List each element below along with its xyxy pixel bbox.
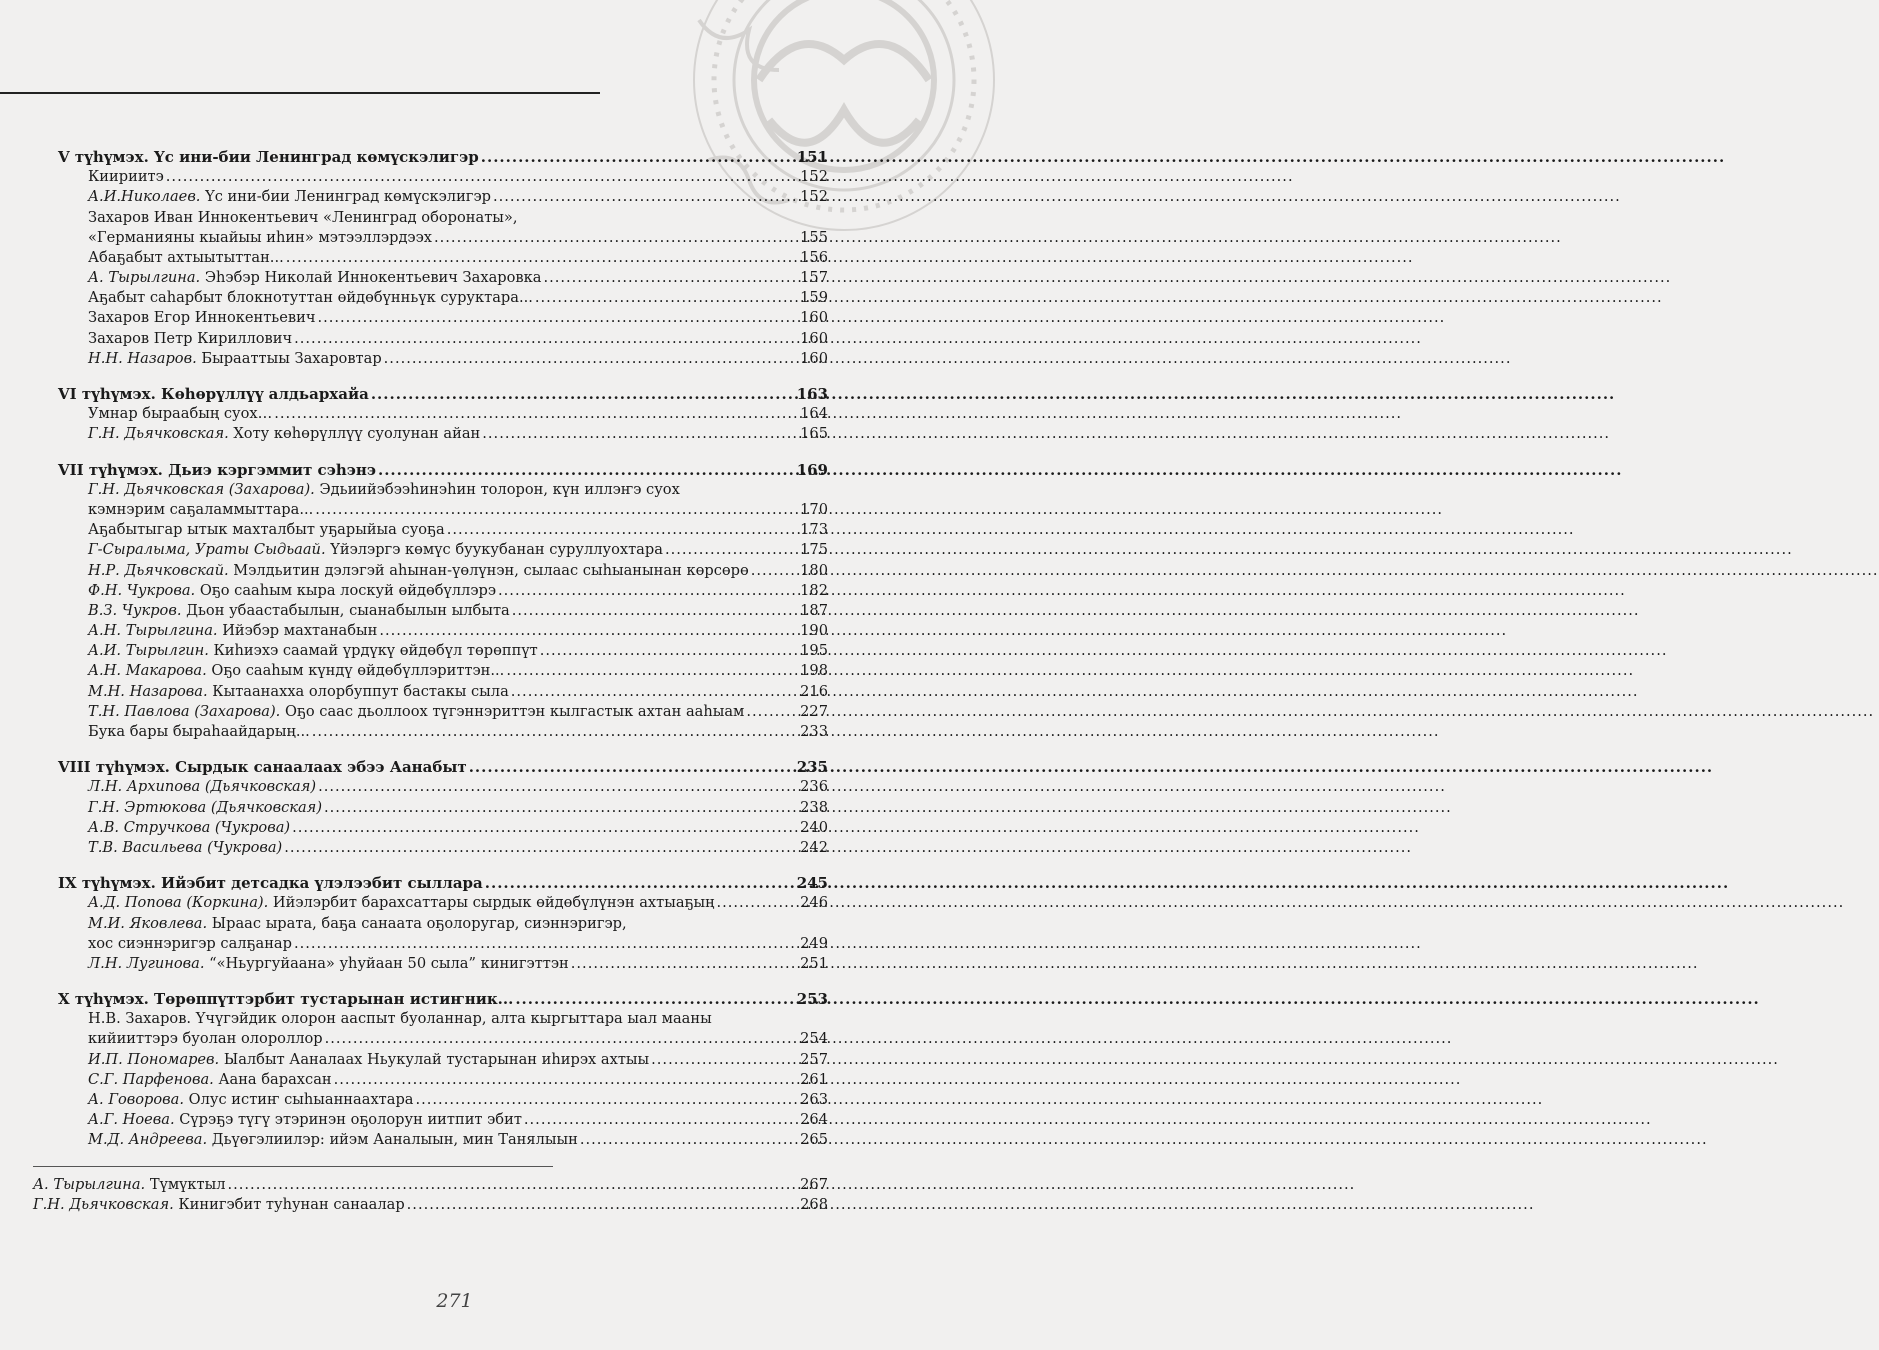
toc-entry[interactable] [33, 404, 828, 424]
entry-author: М.И. Яковлева. [88, 914, 208, 932]
leader-dots [716, 893, 798, 913]
leader-dots [482, 424, 798, 444]
divider [33, 1166, 553, 1167]
entry-title: Аана барахсан [218, 1070, 332, 1088]
page-ref: 155 [800, 228, 828, 246]
page-ref: 182 [800, 581, 828, 599]
page-ref: 251 [800, 954, 828, 972]
toc-entry[interactable] [33, 561, 828, 581]
entry-title: «Германияны кыайыы иһин» мэтээллэрдээх [88, 228, 433, 246]
toc-entry[interactable] [33, 838, 828, 858]
entry-text [33, 1195, 405, 1215]
leader-dots [746, 702, 798, 722]
page-ref: 160 [800, 349, 828, 367]
entry-text [88, 228, 432, 248]
page-ref: 165 [800, 425, 828, 443]
entry-author: А.В. Стручкова (Чукрова) [88, 818, 291, 836]
entry-title: Сүрэҕэ түгү этэринэн оҕолорун иитпит эбит [179, 1111, 522, 1129]
entry-author: А. Тырылгина. [33, 1175, 146, 1193]
entry-title: Оҕо сааһым күндү өйдөбүллэриттэн... [211, 662, 505, 680]
entry-author: М.Н. Назарова. [88, 682, 208, 700]
toc-entry[interactable] [33, 208, 828, 228]
entry-text [88, 934, 292, 954]
page-ref: 240 [800, 818, 828, 836]
toc-entry[interactable] [33, 682, 828, 702]
toc-entry[interactable] [33, 1070, 828, 1090]
leader-dots [318, 777, 798, 797]
entry-title: Бука бары быраһаайдарың... [88, 723, 310, 741]
entry-author: Г.Н. Дьячковская (Захарова). [88, 480, 315, 498]
entry-author: Г.Н. Эртюкова (Дьячковская) [88, 798, 323, 816]
entry-title: IX түһүмэх. Ийэбит детсадка үлэлээбит сыллара [58, 874, 483, 893]
entry-title: Ийэбэр махтанабын [222, 622, 378, 640]
section-s5 [33, 147, 828, 369]
page-ref: 152 [800, 168, 828, 186]
leader-dots [543, 268, 798, 288]
entry-title: Эһэбэр Николай Иннокентьевич Захаровка [204, 269, 542, 287]
leader-dots [524, 1110, 798, 1130]
toc-entry[interactable] [33, 349, 828, 369]
toc-entry[interactable] [33, 722, 828, 742]
entry-text [88, 818, 290, 838]
page-ref: 249 [800, 934, 828, 952]
entry-text [88, 561, 749, 581]
toc-entry[interactable] [33, 702, 828, 722]
leader-dots [294, 934, 798, 954]
leader-dots [378, 460, 795, 480]
page-ref: 163 [796, 385, 828, 404]
toc-entry[interactable] [33, 500, 828, 520]
toc-entry[interactable] [33, 1175, 828, 1195]
toc-entry[interactable] [33, 540, 828, 560]
entry-title: V түһүмэх. Үс ини-бии Ленинград көмүскэлигэр [58, 147, 479, 166]
entry-text [88, 722, 310, 742]
entry-title: Хоту көһөрүллүү суолунан айан [233, 425, 481, 443]
section-s6 [33, 384, 828, 445]
toc-entry[interactable] [33, 798, 828, 818]
page-ref: 173 [800, 521, 828, 539]
entry-author: А. Говорова. [88, 1091, 185, 1109]
toc-entry[interactable] [33, 1050, 828, 1070]
entry-title: Киириитэ [88, 168, 164, 186]
page-ref: 190 [800, 622, 828, 640]
leader-dots [315, 500, 798, 520]
toc-entry[interactable] [33, 228, 828, 248]
entry-text [58, 989, 513, 1009]
toc-entry[interactable] [33, 954, 828, 974]
entry-author: А.И. Тырылгин. [88, 642, 209, 660]
leader-dots [384, 349, 798, 369]
page-ref: 151 [796, 147, 828, 166]
entry-text [88, 1009, 712, 1029]
toc-entry[interactable] [33, 1009, 828, 1029]
section-heading[interactable] [33, 384, 828, 404]
toc-entry[interactable] [33, 893, 828, 913]
leader-dots [334, 1070, 799, 1090]
page-ref: 257 [800, 1050, 828, 1068]
entry-title: хос сиэннэригэр салҕанар [88, 934, 292, 952]
leader-dots [324, 798, 798, 818]
page-number: 271 [436, 1290, 473, 1312]
section-heading[interactable] [33, 147, 828, 167]
toc-entry[interactable] [33, 662, 828, 682]
leader-dots [506, 661, 798, 681]
entry-title: Мэлдьитин дэлэгэй аһынан-үөлүнэн, сылаас сыһыанынан көрсөрө [233, 561, 749, 579]
entry-text [88, 914, 627, 934]
leader-dots [481, 147, 795, 167]
entry-text [88, 1090, 414, 1110]
entry-author: Н.Н. Назаров. [88, 349, 197, 367]
entry-text [88, 954, 569, 974]
entry-title: Оҕо саас дьоллоох түгэннэриттэн кылгастык ахтан ааһыам [284, 702, 745, 720]
page-ref: 268 [800, 1195, 828, 1213]
entry-title: Үс ини-бии Ленинград көмүскэлигэр [205, 188, 491, 206]
closing-entries [33, 1166, 828, 1215]
page-ref: 159 [800, 289, 828, 307]
entry-title: VI түһүмэх. Көһөрүллүү алдьархайа [58, 385, 369, 404]
toc-entry[interactable] [33, 480, 828, 500]
entry-text [88, 601, 510, 621]
entry-text [88, 1050, 649, 1070]
toc-entry[interactable] [33, 1090, 828, 1110]
entry-title: Абаҕабыт ахтыытыттан... [88, 248, 284, 266]
entry-text [88, 424, 480, 444]
leader-dots [325, 1029, 799, 1049]
entry-author: Г.Н. Дьячковская. [88, 425, 229, 443]
entry-text [88, 661, 504, 681]
section-heading[interactable] [33, 757, 828, 777]
entry-text [88, 540, 663, 560]
entry-title: Умнар быраабың суох… [88, 405, 273, 423]
leader-dots [416, 1090, 799, 1110]
page-ref: 157 [800, 269, 828, 287]
toc-entry[interactable] [33, 621, 828, 641]
leader-dots [515, 989, 794, 1009]
entry-author: Ф.Н. Чукрова. [88, 581, 196, 599]
leader-dots [493, 187, 798, 207]
entry-author: В.З. Чукров. [88, 601, 182, 619]
toc-entry[interactable] [33, 601, 828, 621]
page-ref: 164 [800, 405, 828, 423]
entry-text [88, 288, 533, 308]
entry-text [58, 384, 369, 404]
leader-dots [751, 561, 798, 581]
entry-title: Кинигэбит туһунан санаалар [178, 1195, 405, 1213]
leader-dots [540, 641, 798, 661]
entry-text [88, 187, 491, 207]
entry-author: С.Г. Парфенова. [88, 1070, 214, 1088]
page-ref: 227 [800, 702, 828, 720]
entry-text [58, 757, 467, 777]
entry-title: Захаров Петр Кириллович [88, 329, 293, 347]
leader-dots [379, 621, 798, 641]
entry-text [88, 329, 292, 349]
section-heading[interactable] [33, 873, 828, 893]
leader-dots [284, 838, 798, 858]
entry-text [88, 1070, 332, 1090]
entry-text [58, 873, 483, 893]
toc-entry[interactable] [33, 248, 828, 268]
entry-text [88, 167, 164, 187]
entry-title: Ийэлэрбит барахсаттары сырдык өйдөбүлүнэн ахтыаҕың [272, 894, 715, 912]
section-s10 [33, 989, 828, 1151]
entry-title: кэмнэрим саҕаламмыттара... [88, 500, 314, 518]
page-ref: 198 [800, 662, 828, 680]
page-ref: 233 [800, 723, 828, 741]
section-s7 [33, 460, 828, 743]
entry-author: Г-Сыралыма, Ураты Сыдьаай. [88, 541, 326, 559]
section-s9 [33, 873, 828, 974]
entry-author: А.Н. Макарова. [88, 662, 207, 680]
section-heading[interactable] [33, 989, 828, 1009]
leader-dots [228, 1175, 799, 1195]
leader-dots [665, 540, 798, 560]
leader-dots [434, 228, 798, 248]
entry-author: М.Д. Андреева. [88, 1131, 208, 1149]
page-ref: 242 [800, 838, 828, 856]
entry-text [88, 641, 538, 661]
entry-text [88, 1110, 522, 1130]
entry-author: Л.Н. Лугинова. [88, 954, 205, 972]
entry-text [88, 621, 377, 641]
entry-title: Дьон убаастабылын, сыанабылын ылбыта [186, 601, 510, 619]
page-ref: 169 [796, 460, 828, 479]
section-heading[interactable] [33, 460, 828, 480]
entry-author: А.И.Николаев. [88, 188, 201, 206]
entry-title: Бырааттыы Захаровтар [201, 349, 382, 367]
page-ref: 235 [796, 758, 828, 777]
entry-title: VIII түһүмэх. Сырдык санаалаах эбээ Аанабыт [58, 758, 467, 777]
page-ref: 253 [796, 990, 828, 1009]
page-ref: 216 [800, 682, 828, 700]
entry-title: Эдьиийэбээһинэһин толорон, күн иллэҥэ суох [319, 480, 680, 498]
entry-text [88, 404, 272, 424]
entry-title: VII түһүмэх. Дьиэ кэргэммит сэһэнэ [58, 460, 376, 479]
entry-title: Ыраас ырата, баҕа санаата оҕолоругар, сиэннэригэр, [211, 914, 627, 932]
section-s8 [33, 757, 828, 858]
entry-title: Захаров Иван Иннокентьевич «Ленинград оборонаты», [88, 208, 518, 226]
leader-dots [469, 757, 795, 777]
leader-dots [317, 308, 798, 328]
entry-text [88, 777, 316, 797]
leader-dots [651, 1050, 798, 1070]
page-ref: 261 [800, 1070, 828, 1088]
entry-text [88, 500, 313, 520]
toc-entry[interactable] [33, 777, 828, 797]
top-rule [0, 92, 600, 94]
toc-entry[interactable] [33, 329, 828, 349]
leader-dots [312, 722, 798, 742]
entry-title: Үйэлэргэ көмүс буукубанан суруллуохтара [330, 541, 663, 559]
entry-author: Г.Н. Дьячковская. [33, 1195, 174, 1213]
toc-entry[interactable] [33, 818, 828, 838]
page-ref: 245 [796, 874, 828, 893]
entry-title: Кытаанахха олорбуппут бастакы сыла [212, 682, 509, 700]
entry-title: Дьүөгэлиилэр: ийэм Ааналыын, мин Танялыын [211, 1131, 578, 1149]
toc-entry[interactable] [33, 914, 828, 934]
leader-dots [498, 581, 798, 601]
page-ref: 195 [800, 642, 828, 660]
entry-author: А.Н. Тырылгина. [88, 622, 218, 640]
entry-title: “«Ньургуйаана» уһуйаан 50 сыла” кинигэттэн [209, 954, 569, 972]
leader-dots [407, 1195, 798, 1215]
page-ref: 160 [800, 309, 828, 327]
page-ref: 170 [800, 500, 828, 518]
page-ref: 180 [800, 561, 828, 579]
page-ref: 246 [800, 894, 828, 912]
leader-dots [294, 329, 798, 349]
toc-entry[interactable] [33, 581, 828, 601]
page-ref: 267 [800, 1175, 828, 1193]
leader-dots [511, 682, 798, 702]
entry-text [58, 460, 376, 480]
page-ref: 175 [800, 541, 828, 559]
entry-title: Оҕо сааһым кыра лоскуй өйдөбүллэрэ [199, 581, 497, 599]
page-ref: 238 [800, 798, 828, 816]
entry-title: Аҕабытыгар ытык махталбыт уҕарыйыа суоҕа [88, 521, 445, 539]
entry-text [88, 581, 496, 601]
toc-entry[interactable] [33, 1030, 828, 1050]
entry-title: Киһиэхэ саамай үрдүкү өйдөбүл төрөппүт [213, 642, 538, 660]
entry-text [88, 480, 680, 500]
toc-entry[interactable] [33, 288, 828, 308]
toc-entry[interactable] [33, 1195, 828, 1215]
entry-author: А.Д. Попова (Коркина). [88, 894, 269, 912]
toc-entry[interactable] [33, 268, 828, 288]
toc-entry[interactable] [33, 520, 828, 540]
entry-title: Түмүктыл [149, 1175, 226, 1193]
leader-dots [580, 1130, 798, 1150]
entry-text [88, 248, 284, 268]
toc-entry[interactable] [33, 187, 828, 207]
page-ref: 264 [800, 1111, 828, 1129]
toc-entry[interactable] [33, 167, 828, 187]
entry-title: Н.В. Захаров. Үчүгэйдик олорон ааспыт буоланнар, алта кыргыттара ыал мааны [88, 1010, 712, 1028]
toc-entry[interactable] [33, 309, 828, 329]
entry-text [88, 798, 322, 818]
entry-text [88, 1029, 323, 1049]
toc-entry[interactable] [33, 641, 828, 661]
entry-title: Аҕабыт саһарбыт блокнотуттан өйдөбүнньүк суруктара... [88, 289, 533, 307]
entry-author: А. Тырылгина. [88, 269, 201, 287]
entry-author: А.Г. Ноева. [88, 1111, 175, 1129]
entry-text [58, 147, 479, 167]
entry-text [88, 208, 517, 228]
entry-author: Т.Н. Павлова (Захарова). [88, 702, 281, 720]
page-ref: 160 [800, 329, 828, 347]
entry-author: Т.В. Васильева (Чукрова) [88, 838, 283, 856]
entry-title: кийииттэрэ буолан олороллор [88, 1030, 323, 1048]
toc-entry[interactable] [33, 1130, 828, 1150]
leader-dots [274, 404, 798, 424]
leader-dots [535, 288, 798, 308]
entry-title: Ыалбыт Ааналаах Ньукулай тустарынан иһирэх ахтыы [223, 1050, 650, 1068]
toc-entry[interactable] [33, 1110, 828, 1130]
page-ref: 156 [800, 248, 828, 266]
entry-text [33, 1175, 226, 1195]
entry-text [88, 520, 445, 540]
entry-text [88, 268, 541, 288]
entry-text [88, 308, 315, 328]
entry-author: Л.Н. Архипова (Дьячковская) [88, 778, 317, 796]
page-ref: 254 [800, 1030, 828, 1048]
entry-text [88, 838, 282, 858]
page-ref: 263 [800, 1091, 828, 1109]
entry-title: X түһүмэх. Төрөппүттэрбит тустарынан истиҥник... [58, 990, 514, 1009]
entry-title: Олус истиҥ сыһыаннаахтара [188, 1091, 414, 1109]
entry-text [88, 893, 714, 913]
table-of-contents [33, 147, 828, 1230]
entry-text [88, 682, 509, 702]
leader-dots [512, 601, 798, 621]
leader-dots [447, 520, 798, 540]
leader-dots [166, 167, 798, 187]
toc-entry[interactable] [33, 934, 828, 954]
entry-author: Н.Р. Дьячковскай. [88, 561, 229, 579]
page-ref: 236 [800, 778, 828, 796]
leader-dots [286, 248, 798, 268]
toc-entry[interactable] [33, 424, 828, 444]
page-ref: 265 [800, 1131, 828, 1149]
entry-text [88, 1130, 578, 1150]
entry-text [88, 349, 382, 369]
page-ref: 152 [800, 188, 828, 206]
entry-title: Захаров Егор Иннокентьевич [88, 309, 316, 327]
entry-author: И.П. Пономарев. [88, 1050, 220, 1068]
leader-dots [371, 384, 795, 404]
page-ref: 187 [800, 601, 828, 619]
leader-dots [292, 818, 798, 838]
leader-dots [485, 873, 795, 893]
entry-text [88, 702, 744, 722]
leader-dots [571, 954, 798, 974]
